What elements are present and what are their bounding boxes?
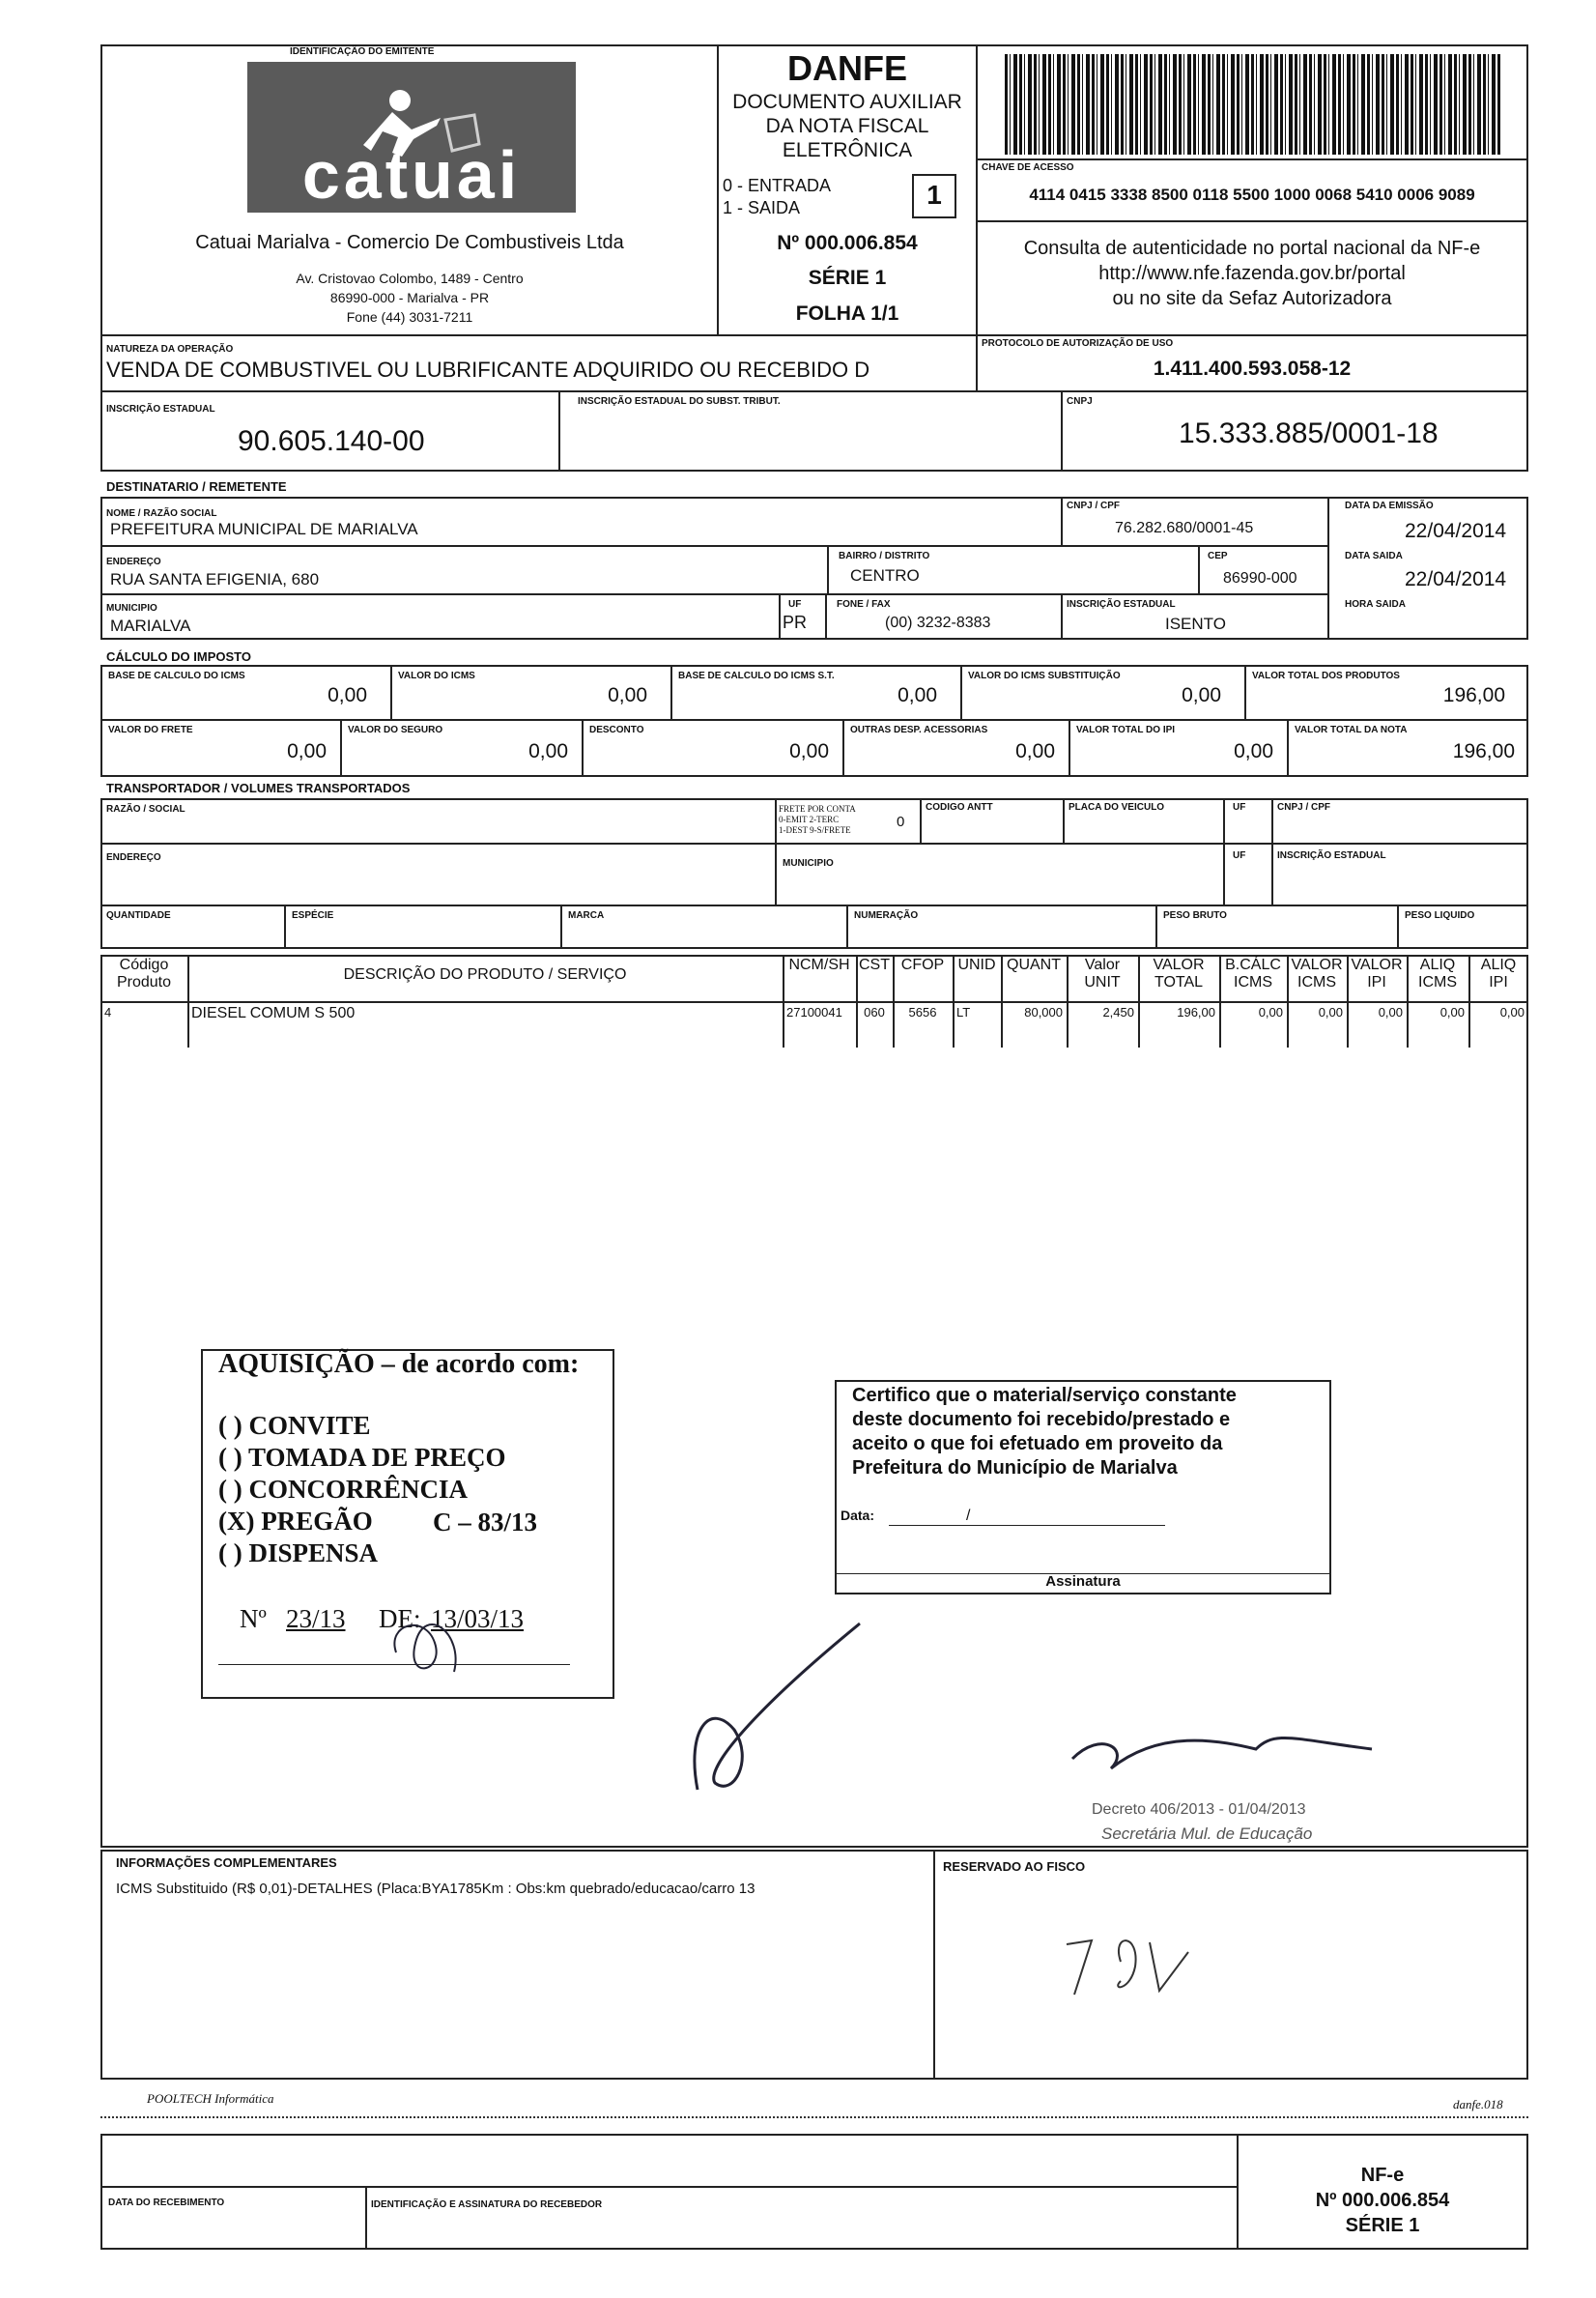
transport-vline-liquido (1397, 905, 1399, 949)
danfe-saida: 1 - SAIDA (723, 198, 801, 217)
products-header-desc: DESCRIÇÃO DO PRODUTO / SERVIÇO (343, 966, 627, 983)
transport-brand-label: MARCA (568, 910, 605, 921)
products-header-aicms: ALIQ ICMS (1418, 957, 1457, 991)
frete-line-1: FRETE POR CONTA (779, 804, 856, 814)
danfe-subtitle-1: DOCUMENTO AUXILIAR (732, 91, 962, 113)
transport-species-label: ESPÉCIE (292, 910, 334, 921)
products-header-vunit: Valor UNIT (1084, 957, 1121, 991)
cert-sign-label: Assinatura (1045, 1573, 1121, 1590)
products-cell-cfop: 5656 (908, 1005, 937, 1020)
recipient-address: RUA SANTA EFIGENIA, 680 (110, 570, 320, 589)
recipient-ie: ISENTO (1165, 615, 1226, 633)
recipient-exit-label: DATA SAIDA (1345, 551, 1403, 561)
products-cell-aipi: 0,00 (1499, 1005, 1525, 1020)
recipient-emission: 22/04/2014 (1405, 520, 1507, 542)
ie-divider-1 (558, 390, 560, 472)
transport-uf-label: UF (1233, 802, 1246, 813)
recipient-address-label: ENDEREÇO (106, 557, 161, 567)
transport-hline-2 (100, 905, 1528, 906)
transport-vline-marca (560, 905, 562, 949)
ie-value: 90.605.140-00 (238, 425, 425, 457)
recipient-vline-fone (825, 593, 827, 640)
transport-qty-label: QUANTIDADE (106, 910, 171, 921)
access-divider-1 (976, 158, 1528, 160)
recipient-vline-ie (1061, 593, 1063, 640)
products-header-vicms: VALOR ICMS (1291, 957, 1343, 991)
tax-label: VALOR TOTAL DA NOTA (1295, 725, 1408, 735)
footer-nfe-serie: SÉRIE 1 (1345, 2215, 1420, 2236)
ie-st-label: INSCRIÇÃO ESTADUAL DO SUBST. TRIBUT. (578, 396, 781, 407)
receipt-hline (100, 2186, 1237, 2188)
recipient-name-label: NOME / RAZÃO SOCIAL (106, 508, 217, 519)
info-divider (933, 1850, 935, 2080)
recipient-cep: 86990-000 (1223, 570, 1297, 587)
recipient-vline-right (1327, 497, 1329, 640)
footer-software: POOLTECH Informática (147, 2091, 274, 2106)
tax-section-label: CÁLCULO DO IMPOSTO (106, 649, 251, 664)
recipient-exit-date: 22/04/2014 (1405, 568, 1507, 590)
products-cell-cst: 060 (864, 1005, 885, 1020)
tax-label: VALOR DO ICMS (398, 671, 475, 681)
emitter-section-label: IDENTIFICAÇÃO DO EMITENTE (290, 46, 435, 57)
certificate-text (852, 1384, 1237, 1480)
transport-vline-uf (1223, 798, 1225, 905)
transport-frete-label (779, 804, 856, 836)
transport-cnpj-label: CNPJ / CPF (1277, 802, 1331, 813)
ie-label: INSCRIÇÃO ESTADUAL (106, 404, 215, 415)
nature-value: VENDA DE COMBUSTIVEL OU LUBRIFICANTE ADQUIRIDO OU RECEBIDO D (106, 358, 870, 382)
transport-address-label: ENDEREÇO (106, 852, 161, 863)
products-header-line (100, 1001, 1528, 1003)
emitter-address: Av. Cristovao Colombo, 1489 - Centro (296, 271, 524, 286)
products-cell-vipi: 0,00 (1378, 1005, 1403, 1020)
products-header-vipi: VALOR IPI (1351, 957, 1403, 991)
cert-line-3: aceito o que foi efetuado em proveito da (852, 1433, 1223, 1454)
ie-divider-2 (1061, 390, 1063, 472)
products-header-ncm: NCM/SH (788, 957, 850, 973)
products-cell-desc: DIESEL COMUM S 500 (191, 1005, 356, 1021)
emitter-name: Catuai Marialva - Comercio De Combustiveis Ltda (195, 232, 624, 253)
danfe-number: Nº 000.006.854 (777, 232, 918, 254)
transport-vline-frete (775, 798, 777, 905)
acq-sign-line (218, 1664, 570, 1665)
transport-section-label: TRANSPORTADOR / VOLUMES TRANSPORTADOS (106, 781, 411, 795)
tax-value: 0,00 (1182, 684, 1221, 706)
emitter-phone: Fone (44) 3031-7211 (346, 309, 473, 325)
transport-numbering-label: NUMERAÇÃO (854, 910, 919, 921)
tax-label: VALOR DO SEGURO (348, 725, 443, 735)
transport-vline-num (846, 905, 848, 949)
transport-vline-placa (1063, 798, 1065, 843)
access-consult-1: Consulta de autenticidade no portal nacional da NF-e (1023, 238, 1481, 259)
recipient-vline-bairro (827, 545, 829, 593)
acq-item: ( ) CONCORRÊNCIA (218, 1475, 468, 1504)
emitter-logo (247, 62, 576, 213)
transport-vline-cnpj (1271, 798, 1273, 905)
footer-dotted-line (100, 2116, 1528, 2118)
cert-date-label: Data: (841, 1508, 875, 1523)
products-header-cfop: CFOP (900, 957, 945, 973)
recipient-hline-1 (100, 545, 1327, 547)
sign-stamp-line-2: Secretária Mul. de Educação (1101, 1824, 1313, 1843)
recipient-district: CENTRO (850, 566, 920, 585)
products-cell-aicms: 0,00 (1439, 1005, 1465, 1020)
recipient-district-label: BAIRRO / DISTRITO (839, 551, 930, 561)
recipient-uf-label: UF (788, 599, 802, 610)
transport-city-label: MUNICIPIO (783, 858, 834, 869)
logo-text: catuai (301, 137, 522, 213)
barcode (1005, 54, 1501, 155)
recipient-emission-label: DATA DA EMISSÃO (1345, 501, 1434, 511)
products-cell-ncm: 27100041 (786, 1005, 842, 1020)
recipient-uf: PR (783, 613, 808, 632)
access-consult-3: ou no site da Sefaz Autorizadora (1112, 288, 1392, 309)
info-section-label: INFORMAÇÕES COMPLEMENTARES (116, 1855, 337, 1870)
access-consult-2: http://www.nfe.fazenda.gov.br/portal (1098, 263, 1406, 284)
tax-label: VALOR TOTAL DOS PRODUTOS (1252, 671, 1400, 681)
products-cell-code: 4 (104, 1005, 112, 1020)
products-header-quant: QUANT (1007, 957, 1061, 973)
info-text: ICMS Substituido (R$ 0,01)-DETALHES (Placa:BYA1785Km : Obs:km quebrado/educacao/carro 13 (116, 1881, 755, 1897)
cert-date-line (889, 1525, 1165, 1526)
products-cell-vunit: 2,450 (1102, 1005, 1134, 1020)
info-handwritten (1063, 1937, 1065, 1938)
frete-line-2: 0-EMIT 2-TERC (779, 815, 840, 824)
transport-gross-label: PESO BRUTO (1163, 910, 1227, 921)
cert-date-sep: / (966, 1508, 971, 1524)
products-header-unid: UNID (957, 957, 996, 973)
tax-value: 196,00 (1442, 684, 1505, 706)
recipient-vline-cnpj (1061, 497, 1063, 547)
acq-item: ( ) TOMADA DE PREÇO (218, 1443, 506, 1472)
frete-line-3: 1-DEST 9-S/FRETE (779, 825, 851, 835)
emitter-city: 86990-000 - Marialva - PR (329, 290, 490, 305)
tax-value: 0,00 (789, 740, 829, 762)
tax-label: BASE DE CALCULO DO ICMS (108, 671, 245, 681)
transport-net-label: PESO LIQUIDO (1405, 910, 1475, 921)
transport-uf2-label: UF (1233, 850, 1246, 861)
transport-vline-antt (920, 798, 922, 843)
transport-ie-label: INSCRIÇÃO ESTADUAL (1277, 850, 1386, 861)
acq-item: ( ) CONVITE (218, 1411, 371, 1440)
recipient-cnpj: 76.282.680/0001-45 (1115, 520, 1254, 536)
transport-frete-value: 0 (897, 814, 905, 830)
protocol-value: 1.411.400.593.058-12 (1153, 358, 1352, 380)
transport-vline-bruto (1155, 905, 1157, 949)
transport-vline-especie (284, 905, 286, 949)
products-cell-unid: LT (956, 1005, 971, 1020)
tax-label: OUTRAS DESP. ACESSORIAS (850, 725, 988, 735)
products-cell-vtotal: 196,00 (1177, 1005, 1215, 1020)
products-header-bcicms: B.CÁLC ICMS (1225, 957, 1281, 991)
recipient-phone-label: FONE / FAX (837, 599, 891, 610)
cnpj-value: 15.333.885/0001-18 (1179, 417, 1439, 449)
danfe-folha: FOLHA 1/1 (795, 302, 899, 325)
footer-code: danfe.018 (1453, 2097, 1503, 2111)
tax-value: 0,00 (328, 684, 367, 706)
danfe-subtitle-2: DA NOTA FISCAL (765, 115, 929, 137)
access-key-label: CHAVE DE ACESSO (982, 162, 1074, 173)
recipient-ie-label: INSCRIÇÃO ESTADUAL (1067, 599, 1176, 610)
danfe-serie: SÉRIE 1 (808, 267, 887, 289)
acq-item: ( ) DISPENSA (218, 1538, 379, 1567)
cert-line-1: Certifico que o material/serviço constante (852, 1385, 1237, 1406)
products-header-vtotal: VALOR TOTAL (1153, 957, 1205, 991)
acq-item: (X) PREGÃO (218, 1507, 373, 1536)
products-cell-quant: 80,000 (1024, 1005, 1063, 1020)
transport-hline-1 (100, 843, 1528, 845)
danfe-type-code: 1 (926, 180, 942, 210)
recipient-city: MARIALVA (110, 617, 191, 635)
footer-nfe-number: Nº 000.006.854 (1315, 2190, 1450, 2211)
receipt-date-label: DATA DO RECEBIMENTO (108, 2197, 225, 2208)
recipient-name: PREFEITURA MUNICIPAL DE MARIALVA (110, 520, 418, 538)
cert-line-4: Prefeitura do Município de Marialva (852, 1457, 1178, 1479)
danfe-subtitle-3: ELETRÔNICA (782, 139, 913, 161)
receipt-sign-label: IDENTIFICAÇÃO E ASSINATURA DO RECEBEDOR (371, 2199, 603, 2210)
access-divider-2 (976, 220, 1528, 222)
acq-pregao-code: C – 83/13 (433, 1508, 537, 1537)
recipient-city-label: MUNICIPIO (106, 603, 157, 614)
acq-date-prefix: DE: (379, 1604, 421, 1633)
tax-hline (100, 719, 1528, 721)
cnpj-label: CNPJ (1067, 396, 1093, 407)
tax-label: BASE DE CALCULO DO ICMS S.T. (678, 671, 835, 681)
tax-label: VALOR DO FRETE (108, 725, 193, 735)
recipient-box (100, 497, 1528, 640)
tax-value: 0,00 (1234, 740, 1273, 762)
acq-title: AQUISIÇÃO – de acordo com: (218, 1349, 580, 1379)
transport-antt-label: CODIGO ANTT (926, 802, 993, 813)
nature-label: NATUREZA DA OPERAÇÃO (106, 344, 234, 355)
transport-placa-label: PLACA DO VEICULO (1069, 802, 1165, 813)
tax-value: 196,00 (1452, 740, 1515, 762)
acq-number-prefix: Nº (240, 1604, 267, 1633)
tax-value: 0,00 (898, 684, 937, 706)
footer-nfe: NF-e (1360, 2165, 1405, 2186)
protocol-label: PROTOCOLO DE AUTORIZAÇÃO DE USO (982, 338, 1174, 349)
access-key: 4114 0415 3338 8500 0118 5500 1000 0068 5410 0006 9089 (1029, 186, 1475, 204)
tax-label: VALOR TOTAL DO IPI (1076, 725, 1176, 735)
acq-number: 23/13 (286, 1604, 346, 1633)
recipient-cep-label: CEP (1208, 551, 1228, 561)
tax-label: VALOR DO ICMS SUBSTITUIÇÃO (968, 671, 1121, 681)
products-cell-vicms: 0,00 (1318, 1005, 1343, 1020)
recipient-phone: (00) 3232-8383 (885, 615, 991, 631)
products-header-cst: CST (859, 957, 890, 973)
recipient-vline-cep (1198, 545, 1200, 593)
tax-label: DESCONTO (589, 725, 644, 735)
sign-stamp-line-1: Decreto 406/2013 - 01/04/2013 (1092, 1801, 1306, 1818)
recipient-cnpj-label: CNPJ / CPF (1067, 501, 1121, 511)
products-header-code: Código Produto (116, 957, 172, 991)
info-fisco-label: RESERVADO AO FISCO (943, 1859, 1086, 1874)
recipient-section-label: DESTINATARIO / REMETENTE (106, 479, 287, 494)
acq-date: 13/03/13 (431, 1604, 525, 1633)
receipt-vline-1 (365, 2186, 367, 2250)
tax-value: 0,00 (1015, 740, 1055, 762)
recipient-time-label: HORA SAIDA (1345, 599, 1406, 610)
recipient-hline-2 (100, 593, 1327, 595)
tax-value: 0,00 (287, 740, 327, 762)
danfe-title: DANFE (787, 48, 907, 88)
products-cell-bcicms: 0,00 (1258, 1005, 1283, 1020)
recipient-vline-uf (779, 593, 781, 640)
cert-line-2: deste documento foi recebido/prestado e (852, 1409, 1231, 1430)
tax-value: 0,00 (528, 740, 568, 762)
danfe-entrada: 0 - ENTRADA (723, 176, 832, 195)
products-header-aipi: ALIQ IPI (1480, 957, 1517, 991)
tax-value: 0,00 (608, 684, 647, 706)
transport-razao-label: RAZÃO / SOCIAL (106, 804, 185, 815)
